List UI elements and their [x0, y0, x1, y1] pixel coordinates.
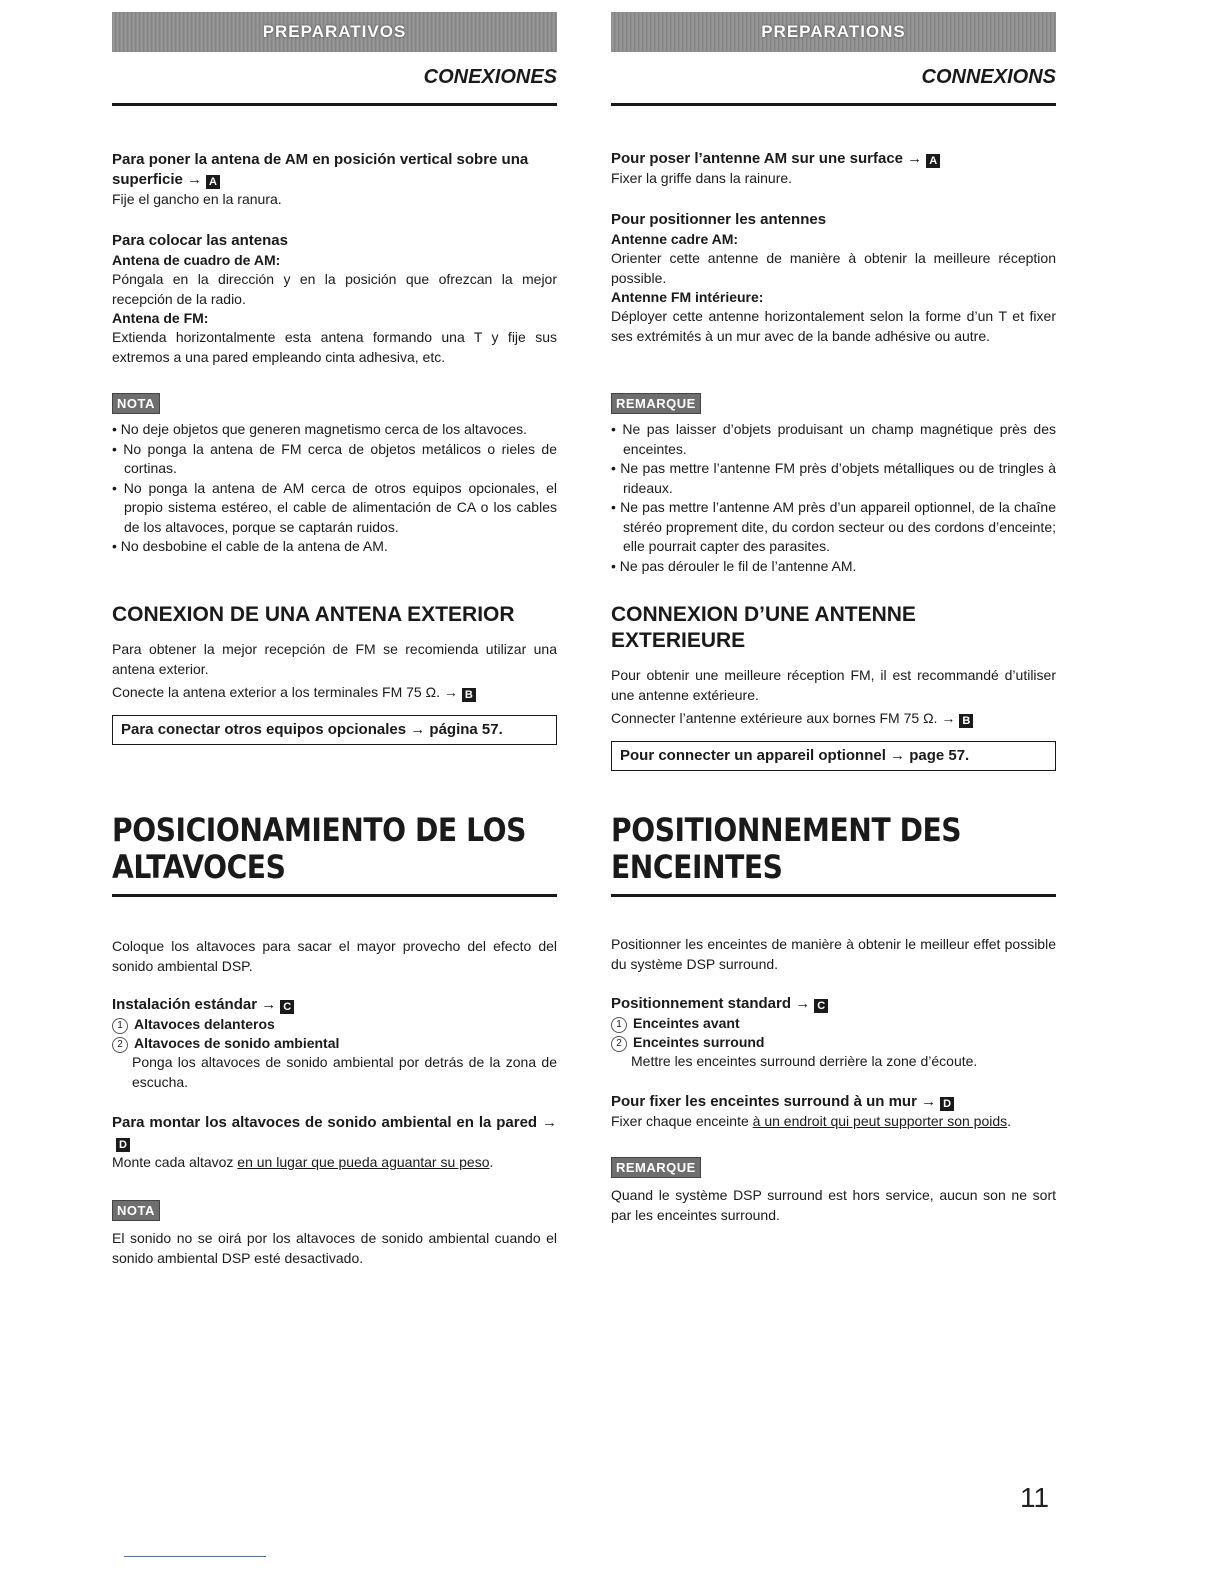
antenna-placement-block: [112, 231, 557, 367]
number-one-marker: 1: [611, 1017, 627, 1033]
footer-divider: [124, 1556, 266, 1557]
section-banner-label: PREPARATIVOS: [262, 22, 407, 41]
figure-ref-b: B: [462, 688, 476, 702]
surround-speakers-item: 2 Altavoces de sonido ambiental: [112, 1034, 557, 1053]
fm-label: Antenne FM intérieure:: [611, 289, 764, 305]
wall-mount-block: [611, 1092, 1056, 1132]
title-rule: [611, 894, 1056, 897]
surround-speakers-item: 2 Enceintes surround: [611, 1033, 1056, 1052]
front-speakers-item: 1 Enceintes avant: [611, 1014, 1056, 1033]
figure-ref-c: C: [814, 999, 828, 1013]
figure-ref-d: D: [940, 1097, 954, 1111]
note-item: • Ne pas laisser d’objets produisant un champ magnétique près des enceintes.: [611, 420, 1056, 459]
surround-speakers-text: Ponga los altavoces de sonido ambiental por detrás de la zona de escucha.: [132, 1054, 557, 1090]
note-item: • No ponga la antena de AM cerca de otros equipos opcionales, el propio sistema estéreo, el cable de alimentación de CA o los cables de los altavoces, porque se captarán ruidos.: [112, 479, 557, 538]
note-item: • No deje objetos que generen magnetismo cerca de los altavoces.: [112, 420, 557, 440]
section-subtitle: CONEXIONES: [112, 66, 557, 106]
wall-mount-heading: Para montar los altavoces de sonido ambiental en la pared →D: [112, 1114, 557, 1151]
speaker-intro-text: Coloque los altavoces para sacar el mayor provecho del efecto del sonido ambiental DSP.: [112, 938, 557, 974]
section-banner: [112, 12, 557, 52]
figure-ref-a: A: [926, 154, 940, 168]
standard-installation-heading: Positionnement standard → C: [611, 994, 1056, 1014]
speaker-intro-text: Positionner les enceintes de manière à obtenir le meilleur effet possible du système DSP surround.: [611, 936, 1056, 972]
number-one-marker: 1: [112, 1018, 128, 1034]
speaker-intro-block: [112, 937, 557, 976]
antenna-placement-heading: Pour positionner les antennes: [611, 211, 827, 228]
surround-speakers-text: Mettre les enceintes surround derrière la zone d’écoute.: [631, 1053, 978, 1069]
am-surface-text: Fixer la griffe dans la rainure.: [611, 170, 793, 186]
front-speakers-item: 1 Altavoces delanteros: [112, 1015, 557, 1034]
page-number: 11: [1020, 1482, 1050, 1513]
outdoor-antenna-text: Pour obtenir une meilleure réception FM, il est recommandé d’utiliser une antenne extérieure.: [611, 667, 1056, 703]
note2-block: [112, 1200, 557, 1268]
note2-text: Quand le système DSP surround est hors service, aucun son ne sort par les enceintes surround.: [611, 1187, 1056, 1223]
spanish-column: [112, 12, 558, 1266]
am-loop-text: Orienter cette antenne de manière à obtenir la meilleure réception possible.: [611, 250, 1056, 286]
outdoor-antenna-heading: CONNEXION D’UNE ANTENNE EXTERIEURE: [611, 603, 916, 652]
note-item: • Ne pas dérouler le fil de l’antenne AM.: [611, 557, 1056, 577]
note-badge: REMARQUE: [611, 393, 701, 414]
wall-mount-block: [112, 1113, 557, 1173]
standard-installation-block: [112, 995, 557, 1092]
wall-mount-text: Fixer chaque enceinte à un endroit qui peut supporter son poids.: [611, 1113, 1012, 1129]
outdoor-antenna-text: Para obtener la mejor recepción de FM se recomienda utilizar una antena exterior.: [112, 641, 557, 677]
standard-installation-block: [611, 994, 1056, 1072]
am-vertical-block: [112, 150, 557, 210]
antenna-placement-heading: Para colocar las antenas: [112, 232, 288, 249]
note-badge: NOTA: [112, 393, 160, 414]
speaker-positioning-title: POSITIONNEMENT DES ENCEINTES: [611, 811, 962, 886]
outdoor-antenna-block: [611, 602, 1056, 771]
title-rule: [112, 894, 557, 897]
figure-ref-c: C: [280, 1000, 294, 1014]
section-banner: [611, 12, 1056, 52]
antenna-placement-block: [611, 210, 1056, 346]
wall-mount-text: Monte cada altavoz en un lugar que pueda aguantar su peso.: [112, 1154, 494, 1170]
optional-equipment-reference: Pour connecter un appareil optionnel → page 57.: [611, 741, 1056, 771]
am-loop-label: Antenne cadre AM:: [611, 231, 739, 247]
standard-installation-heading: Instalación estándar → C: [112, 995, 557, 1015]
figure-ref-b: B: [959, 714, 973, 728]
wall-mount-heading: Pour fixer les enceintes surround à un mur → D: [611, 1092, 1056, 1112]
speaker-positioning-title-block: [611, 812, 1056, 897]
speaker-positioning-title-block: [112, 812, 557, 897]
note-list: [112, 420, 557, 557]
figure-ref-a: A: [206, 175, 220, 189]
note2-block: [611, 1157, 1056, 1225]
outdoor-antenna-heading: CONEXION DE UNA ANTENA EXTERIOR: [112, 603, 515, 626]
fm-text: Extienda horizontalmente esta antena formando una T y fije sus extremos a una pared empleando cinta adhesiva, etc.: [112, 329, 557, 365]
am-surface-block: [611, 149, 1056, 189]
note-item: • No desbobine el cable de la antena de AM.: [112, 537, 557, 557]
speaker-positioning-title: POSICIONAMIENTO DE LOS ALTAVOCES: [112, 811, 526, 886]
note-item: • Ne pas mettre l’antenne FM près d’objets métalliques ou de tringles à rideaux.: [611, 459, 1056, 498]
figure-ref-d: D: [116, 1138, 130, 1152]
french-column: [611, 12, 1056, 1223]
note-list: [611, 420, 1056, 576]
outdoor-antenna-block: [112, 602, 557, 745]
speaker-intro-block: [611, 935, 1056, 974]
note-badge: NOTA: [112, 1200, 160, 1221]
note-item: • No ponga la antena de FM cerca de objetos metálicos o rieles de cortinas.: [112, 440, 557, 479]
note-badge: REMARQUE: [611, 1157, 701, 1178]
note-block: [112, 393, 557, 557]
am-vertical-heading: Para poner la antena de AM en posición vertical sobre una superficie → A: [112, 151, 529, 188]
section-banner-label: PREPARATIONS: [761, 22, 906, 41]
am-loop-label: Antena de cuadro de AM:: [112, 252, 281, 268]
am-surface-heading: Pour poser l’antenne AM sur une surface → A: [611, 149, 1056, 169]
note-item: • Ne pas mettre l’antenne AM près d’un appareil optionnel, de la chaîne stéréo proprement dite, du cordon secteur ou des cordons d’enceinte; elle pourrait capter des parasites.: [611, 498, 1056, 557]
fm-label: Antena de FM:: [112, 310, 209, 326]
optional-equipment-reference: Para conectar otros equipos opcionales → página 57.: [112, 715, 557, 745]
fm-text: Déployer cette antenne horizontalement selon la forme d’un T et fixer ses extrémités à un mur avec de la bande adhésive ou autre.: [611, 308, 1056, 344]
note2-text: El sonido no se oirá por los altavoces de sonido ambiental cuando el sonido ambiental DSP esté desactivado.: [112, 1230, 557, 1266]
number-two-marker: 2: [112, 1037, 128, 1053]
am-vertical-text: Fije el gancho en la ranura.: [112, 191, 282, 207]
section-subtitle: CONNEXIONS: [611, 66, 1056, 106]
am-loop-text: Póngala en la dirección y en la posición que ofrezcan la mejor recepción de la radio.: [112, 271, 557, 307]
note-block: [611, 393, 1056, 576]
outdoor-antenna-connect: Conecte la antena exterior a los terminales FM 75 Ω. → B: [112, 683, 557, 703]
number-two-marker: 2: [611, 1036, 627, 1052]
outdoor-antenna-connect: Connecter l’antenne extérieure aux bornes FM 75 Ω. → B: [611, 709, 1056, 729]
